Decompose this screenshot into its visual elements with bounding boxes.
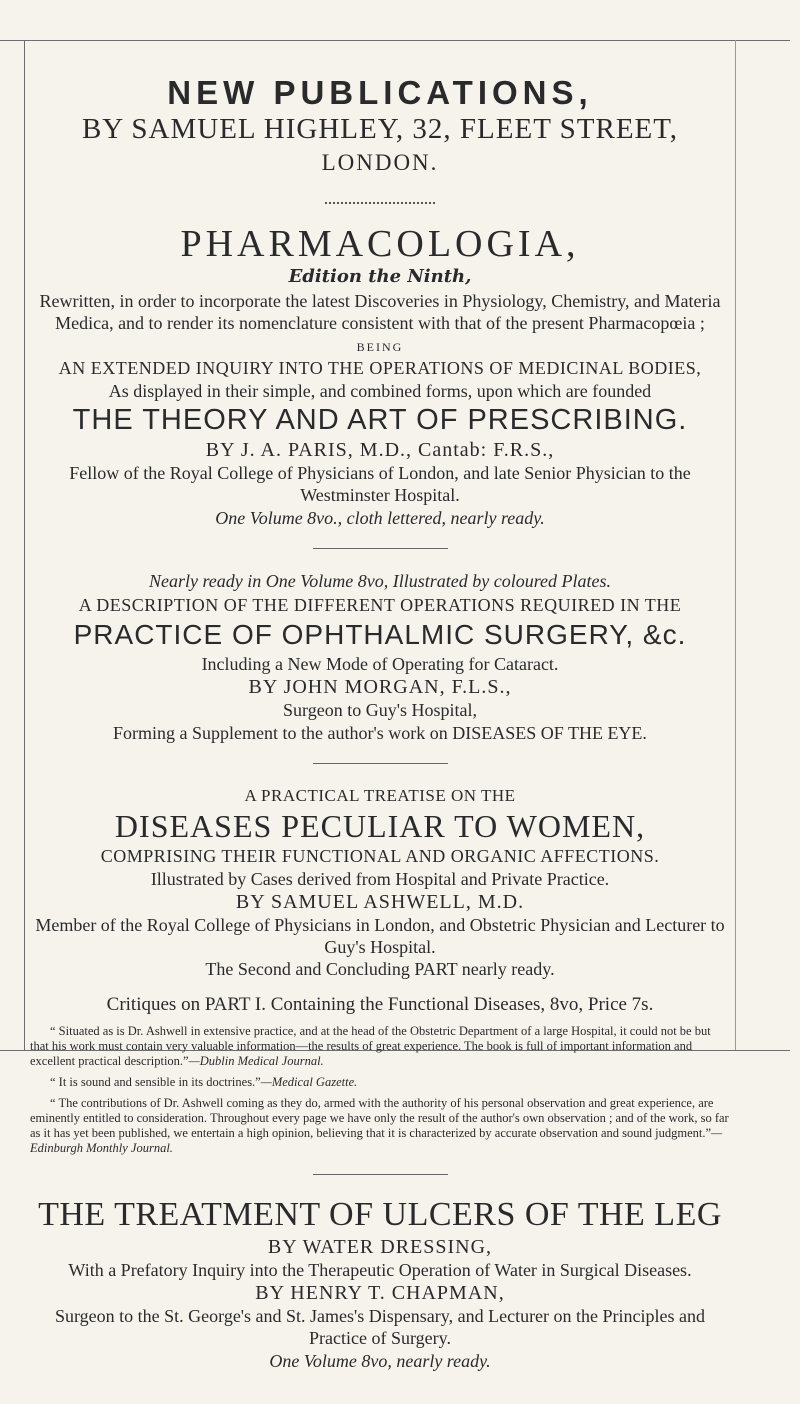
section-divider [313,548,448,549]
ophthalmic-supplement: Forming a Supplement to the author's work on DISEASES OF THE EYE. [113,723,647,743]
ornamental-divider [325,202,435,210]
ophthalmic-description-of: A DESCRIPTION OF THE DIFFERENT OPERATIONS REQUIRED IN THE [78,595,682,615]
ulcers-prefatory: With a Prefatory Inquiry into the Therapeutic Operation of Water in Surgical Diseases. [68,1260,692,1280]
women-author: BY SAMUEL ASHWELL, M.D. [235,891,525,913]
publisher-city: LONDON. [321,150,439,175]
left-border-rule [24,40,25,1050]
ulcers-volume: One Volume 8vo, nearly ready. [269,1351,491,1371]
review-source: —Dublin Medical Journal. [188,1054,324,1068]
ulcers-author-desc: Surgeon to the St. George's and St. James's Dispensary, and Lecturer on the Principles and Practice of Surgery. [54,1306,706,1348]
ulcers-title: THE TREATMENT OF ULCERS OF THE LEG [38,1196,722,1233]
review-quote [30,1024,730,1069]
pharmacologia-author-desc: Fellow of the Royal College of Physicians of London, and late Senior Physician to the Westminster Hospital. [69,463,691,505]
heading-new-publications: NEW PUBLICATIONS, [167,74,593,111]
page-content [30,44,730,1373]
ophthalmic-author-desc: Surgeon to Guy's Hospital, [283,700,477,720]
pharmacologia-title: PHARMACOLOGIA, [180,223,580,265]
women-section [30,784,730,1156]
women-author-desc: Member of the Royal College of Physicians in London, and Obstetric Physician and Lecturer to Guy's Hospital. [35,915,725,957]
review-source: —Medical Gazette. [260,1075,358,1089]
women-comprising: COMPRISING THEIR FUNCTIONAL AND ORGANIC AFFECTIONS. [100,846,660,866]
ulcers-by-water: BY WATER DRESSING, [267,1236,493,1258]
ophthalmic-nearly-ready: Nearly ready in One Volume 8vo, Illustrated by coloured Plates. [148,571,612,591]
pharmacologia-volume: One Volume 8vo., cloth lettered, nearly ready. [215,508,545,528]
top-border-rule [0,40,790,41]
ophthalmic-section [30,569,730,745]
women-treatise: A PRACTICAL TREATISE ON THE [244,786,516,805]
pharmacologia-theory: THE THEORY AND ART OF PRESCRIBING. [72,404,688,436]
ophthalmic-title: PRACTICE OF OPHTHALMIC SURGERY, &c. [73,619,687,650]
section-divider [313,1174,448,1175]
pharmacologia-section [30,224,730,530]
ophthalmic-including: Including a New Mode of Operating for Cataract. [201,654,559,674]
review-quote [30,1075,730,1090]
review-quote-text: “ Situated as is Dr. Ashwell in extensive practice, and at the head of the Obstetric Department of a large Hospital, it could not be but that his work must contain very valuable information—the results of great experience. The book is full of important information and excellent practical description.” [30,1024,711,1068]
pharmacologia-edition: Edition the Ninth, [288,266,472,287]
women-illustrated: Illustrated by Cases derived from Hospital and Private Practice. [150,869,610,889]
review-quote-text: “ The contributions of Dr. Ashwell coming as they do, armed with the authority of his personal observation and great experience, are eminently entitled to consideration. Throughout every page we have only the result of the author's own observation ; and of the work, so far as it has yet been published, we entertain a high opinion, believing that it is characterized by accurate observation and sound judgment.” [30,1096,729,1140]
women-title: DISEASES PECULIAR TO WOMEN, [114,808,646,844]
ulcers-author: BY HENRY T. CHAPMAN, [255,1282,505,1304]
ophthalmic-author: BY JOHN MORGAN, F.L.S., [248,676,512,698]
pharmacologia-being: BEING [356,340,404,354]
publisher-line: BY SAMUEL HIGHLEY, 32, FLEET STREET, [81,113,679,145]
review-source: —Edinburgh Monthly Journal. [30,1126,723,1155]
ulcers-section [30,1195,730,1373]
review-quote-text: “ It is sound and sensible in its doctrines.” [50,1075,261,1089]
pharmacologia-description: Rewritten, in order to incorporate the latest Discoveries in Physiology, Chemistry, and Materia Medica, and to render its nomenclature consistent with that of the present Pharmacopœia ; [39,291,721,333]
pharmacologia-author: BY J. A. PARIS, M.D., Cantab: F.R.S., [205,439,555,461]
women-second-part: The Second and Concluding PART nearly ready. [205,959,555,979]
women-critiques: Critiques on PART I. Containing the Functional Diseases, 8vo, Price 7s. [106,994,654,1015]
right-border-rule [735,40,736,1050]
review-quote [30,1096,730,1156]
pharmacologia-inquiry: AN EXTENDED INQUIRY INTO THE OPERATIONS OF MEDICINAL BODIES, [58,358,702,378]
section-divider [313,763,448,764]
pharmacologia-displayed: As displayed in their simple, and combined forms, upon which are founded [108,381,652,401]
